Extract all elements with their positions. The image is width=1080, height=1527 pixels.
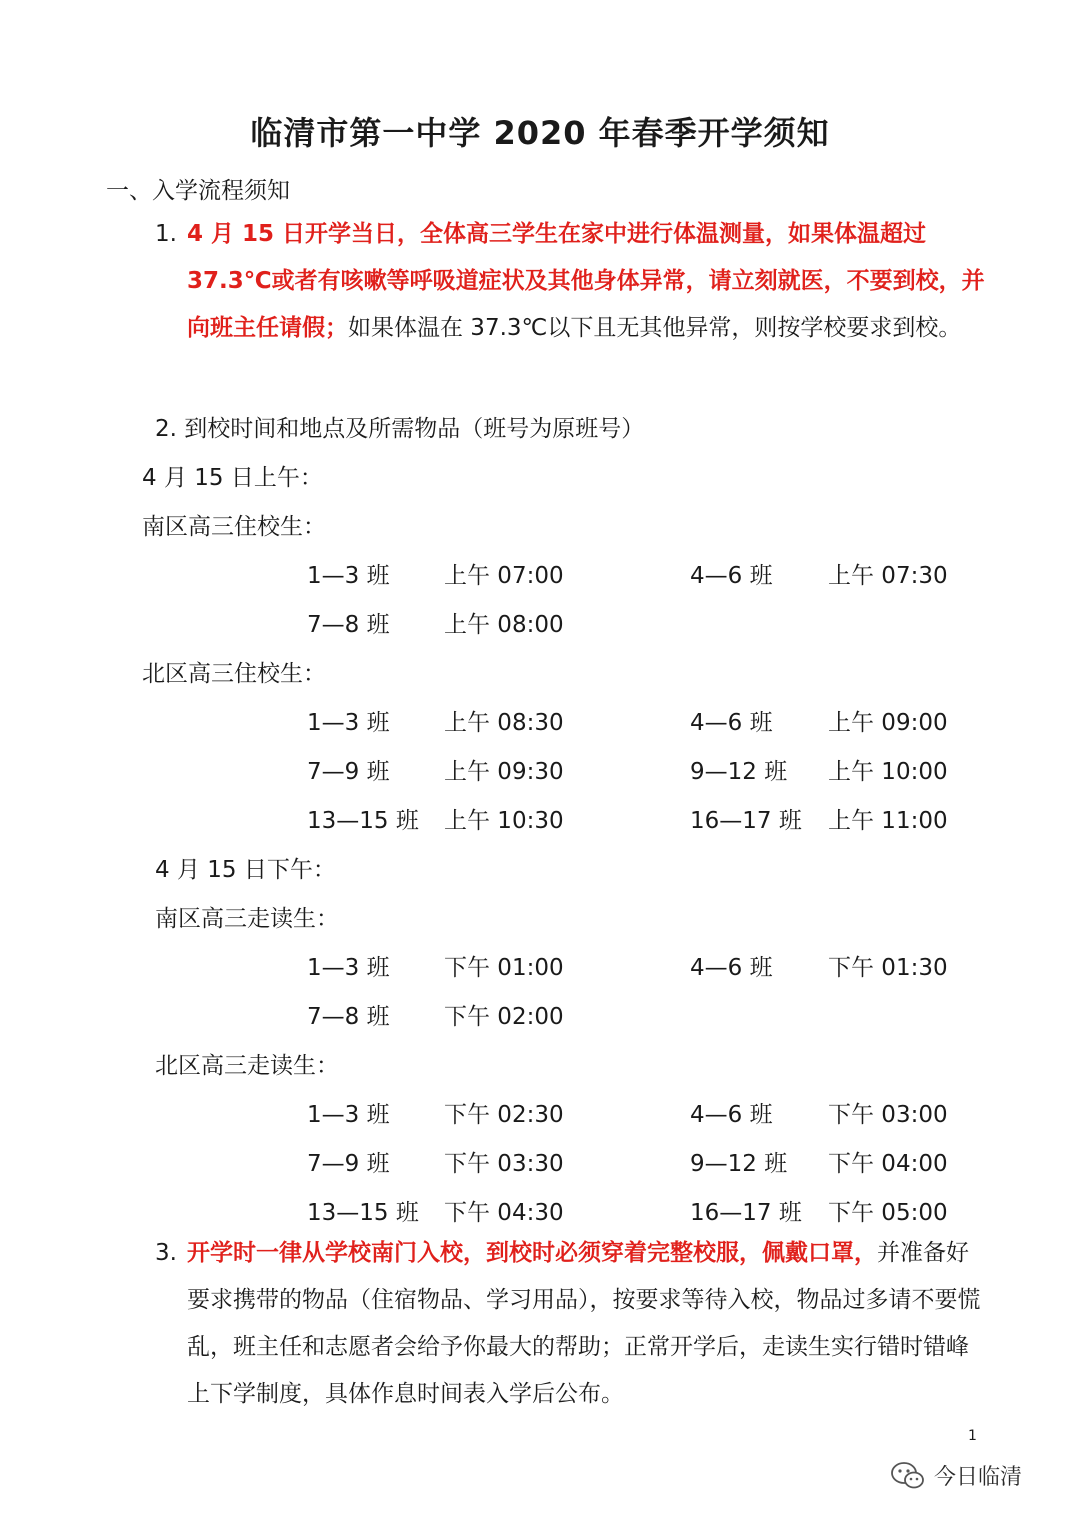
item-3 — [155, 1230, 985, 1418]
class-range: 7—9 班 — [307, 1151, 390, 1177]
arrival-time: 上午 10:30 — [444, 808, 564, 834]
item-1-text: 如果体温在 37.3℃以下且无其他异常，则按学校要求到校。 — [348, 315, 962, 341]
class-range: 16—17 班 — [690, 808, 802, 834]
item-3-warning: 开学时一律从学校南门入校，到校时必须穿着完整校服，佩戴口罩， — [187, 1240, 877, 1266]
arrival-time: 上午 11:00 — [828, 808, 948, 834]
north-day-label: 北区高三走读生： — [155, 1053, 339, 1079]
class-range: 1—3 班 — [307, 710, 390, 736]
arrival-time: 下午 02:30 — [444, 1102, 564, 1128]
arrival-time: 下午 04:30 — [444, 1200, 564, 1226]
item-1 — [155, 211, 985, 352]
arrival-time: 下午 03:00 — [828, 1102, 948, 1128]
pm-label: 4 月 15 日下午： — [155, 857, 336, 883]
arrival-time: 上午 09:00 — [828, 710, 948, 736]
class-range: 7—8 班 — [307, 612, 390, 638]
footer-watermark — [890, 1460, 1022, 1491]
class-range: 1—3 班 — [307, 563, 390, 589]
class-range: 9—12 班 — [690, 759, 788, 785]
class-range: 13—15 班 — [307, 1200, 419, 1226]
north-board-label: 北区高三住校生： — [142, 661, 326, 687]
class-range: 9—12 班 — [690, 1151, 788, 1177]
arrival-time: 下午 01:00 — [444, 955, 564, 981]
am-label: 4 月 15 日上午： — [142, 465, 323, 491]
class-range: 7—9 班 — [307, 759, 390, 785]
class-range: 13—15 班 — [307, 808, 419, 834]
document-title: 临清市第一中学 2020 年春季开学须知 — [250, 114, 830, 152]
class-range: 1—3 班 — [307, 1102, 390, 1128]
class-range: 16—17 班 — [690, 1200, 802, 1226]
arrival-time: 下午 04:00 — [828, 1151, 948, 1177]
item-1-warning: 4 月 15 日开学当日，全体高三学生在家中进行体温测量，如果体温超过 37.3℃或者有咳嗽等呼吸道症状及其他身体异常，请立刻就医，不要到校，并向班主任请假； — [187, 221, 985, 341]
arrival-time: 上午 07:30 — [828, 563, 948, 589]
item-2: 2. 到校时间和地点及所需物品（班号为原班号） — [155, 416, 645, 442]
arrival-time: 上午 08:00 — [444, 612, 564, 638]
wechat-icon — [890, 1461, 926, 1491]
footer-label: 今日临清 — [934, 1465, 1023, 1490]
arrival-time: 上午 08:30 — [444, 710, 564, 736]
class-range: 4—6 班 — [690, 1102, 773, 1128]
item-1-number: 1. — [155, 221, 177, 247]
arrival-time: 上午 10:00 — [828, 759, 948, 785]
arrival-time: 上午 09:30 — [444, 759, 564, 785]
south-day-label: 南区高三走读生： — [155, 906, 339, 932]
arrival-time: 下午 05:00 — [828, 1200, 948, 1226]
section-heading: 一、入学流程须知 — [106, 178, 290, 204]
south-board-label: 南区高三住校生： — [142, 514, 326, 540]
page-number: 1 — [968, 1428, 977, 1444]
class-range: 4—6 班 — [690, 563, 773, 589]
item-3-number: 3. — [155, 1240, 177, 1266]
arrival-time: 下午 02:00 — [444, 1004, 564, 1030]
arrival-time: 下午 01:30 — [828, 955, 948, 981]
class-range: 7—8 班 — [307, 1004, 390, 1030]
class-range: 4—6 班 — [690, 955, 773, 981]
item-3-text: 并准备好要求携带的物品（住宿物品、学习用品），按要求等待入校，物品过多请不要慌乱，班主任和志愿者会给予你最大的帮助；正常开学后，走读生实行错时错峰上下学制度，具体作息时间表入学后公布。 — [187, 1240, 981, 1407]
arrival-time: 下午 03:30 — [444, 1151, 564, 1177]
class-range: 1—3 班 — [307, 955, 390, 981]
arrival-time: 上午 07:00 — [444, 563, 564, 589]
class-range: 4—6 班 — [690, 710, 773, 736]
